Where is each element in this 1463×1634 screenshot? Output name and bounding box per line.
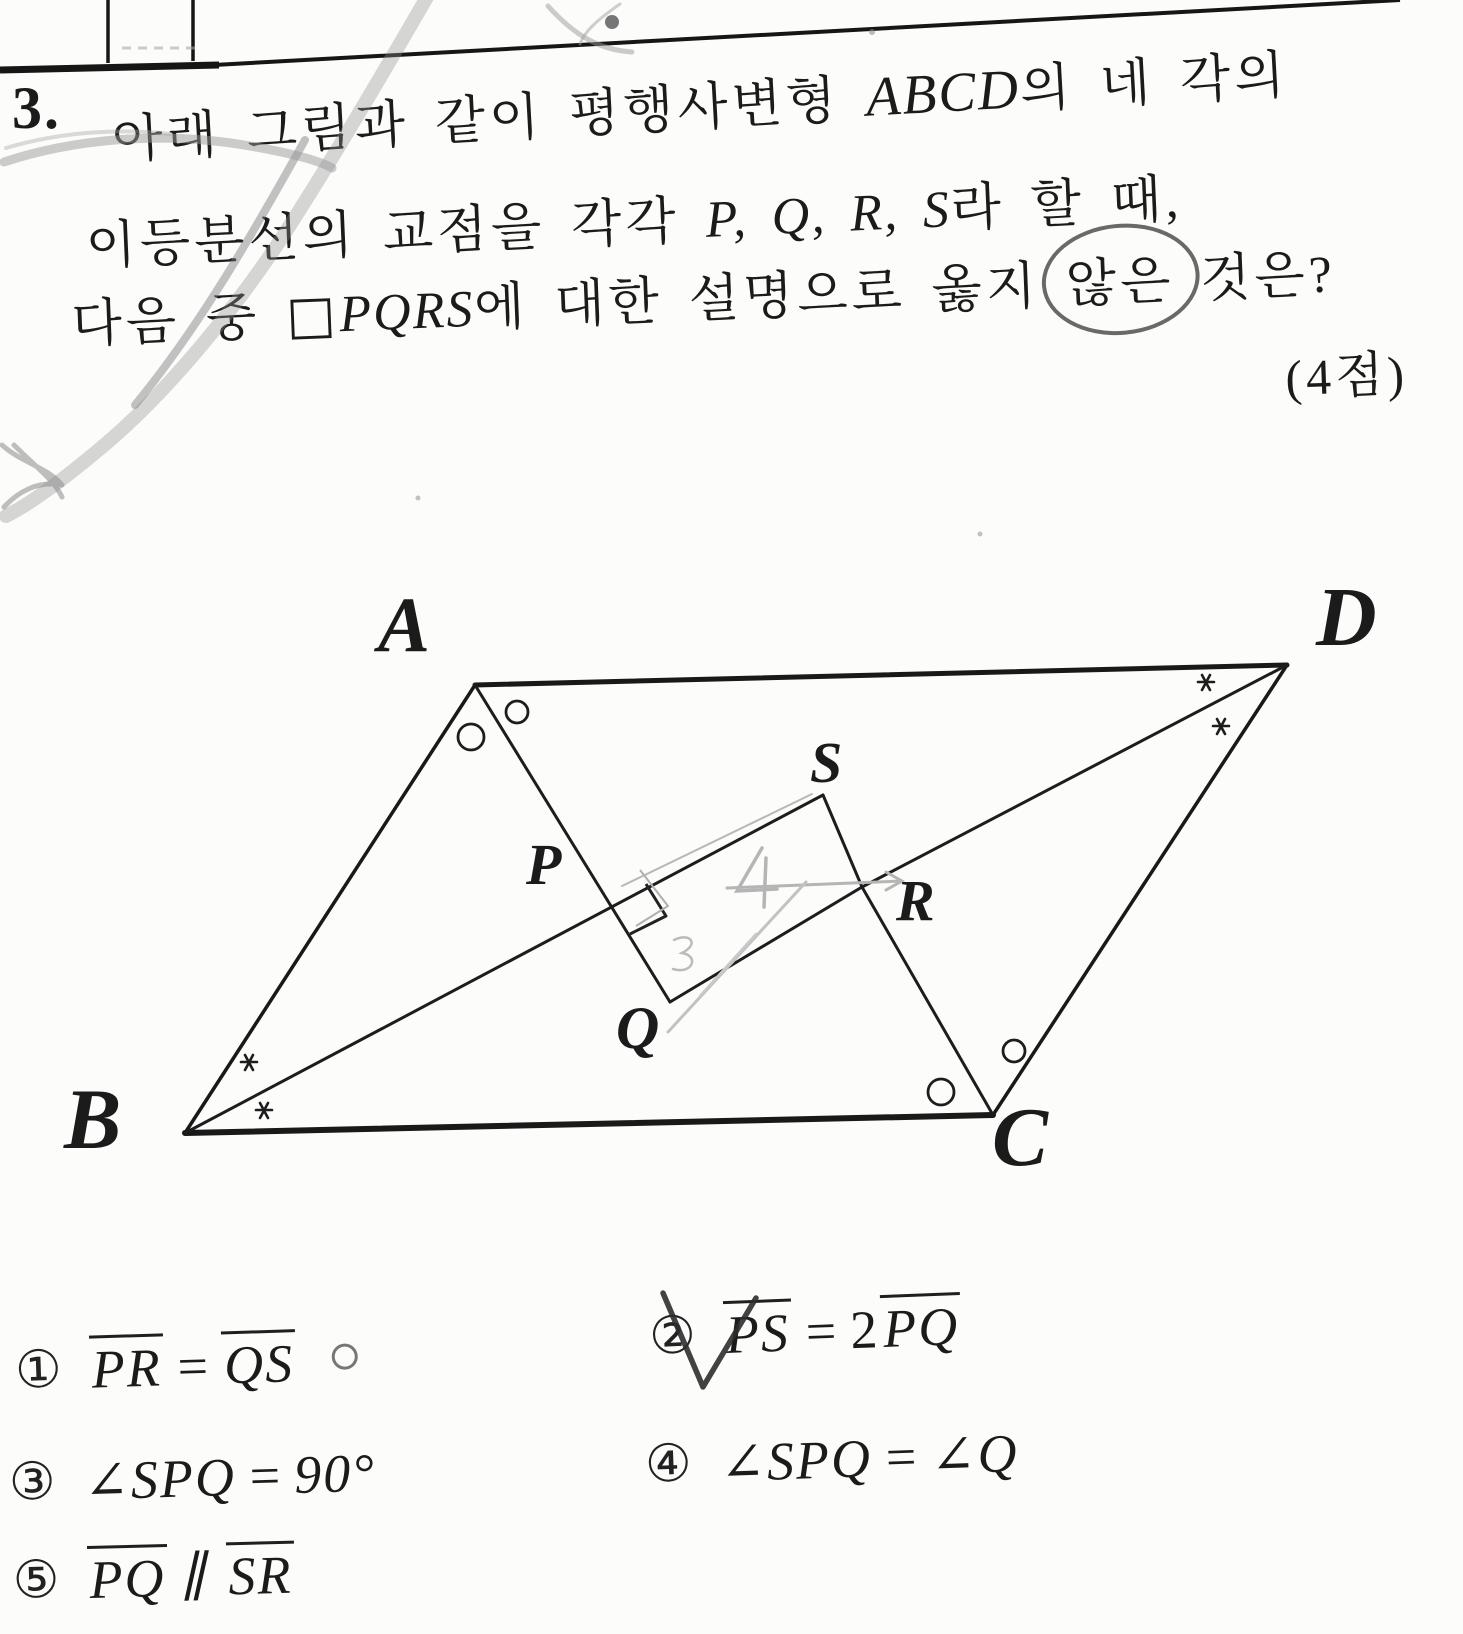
angle-circle-marks [458, 701, 1025, 1105]
parallelogram-abcd [185, 665, 1287, 1133]
option-1-equals: = [176, 1335, 209, 1397]
option-5-parallel-symbol: ∥ [176, 1546, 217, 1608]
pqrs-math: PQRS [338, 280, 476, 344]
question-number: 3. [12, 75, 61, 141]
option-4-number: ④ [644, 1433, 693, 1495]
pqrs-list-math: P, Q, R, S [704, 181, 953, 249]
option-4[interactable] [644, 1421, 1020, 1497]
point-label-q: Q [616, 995, 660, 1061]
point-label-r: R [896, 868, 935, 933]
pencil-dot [605, 15, 619, 29]
option-3-term1: ∠SPQ [82, 1446, 237, 1512]
option-1-term2: QS [221, 1329, 297, 1394]
option-2-term2: PQ [880, 1292, 962, 1358]
option-2-equals: = [804, 1300, 838, 1362]
option-2-number: ② [648, 1305, 698, 1367]
question-line3-post: 것은? [1199, 246, 1337, 309]
option-2[interactable] [648, 1292, 962, 1369]
angle-star-marks [241, 675, 1229, 1118]
point-label-s: S [810, 730, 843, 795]
pencil-working-marks [668, 848, 902, 1032]
option-3-equals: = [248, 1445, 282, 1507]
option-5[interactable] [12, 1541, 295, 1613]
option-2-coefficient: 2 [849, 1299, 879, 1361]
vertex-label-d: D [1316, 571, 1377, 664]
right-angle-mark [630, 870, 668, 934]
square-symbol: □ [285, 284, 341, 347]
question-line3-pre: 다음 중 [70, 289, 262, 354]
question-line1-pre: 아래 그림과 같이 평행사변형 [110, 72, 842, 170]
pencil-circle-mark [331, 1343, 358, 1370]
pencil-arc-top [548, 6, 632, 52]
points-label: (4점) [1284, 345, 1409, 406]
option-1-number: ① [14, 1339, 63, 1401]
option-3[interactable] [8, 1440, 377, 1514]
option-5-term1: PQ [87, 1544, 169, 1609]
abcd-math: ABCD [864, 58, 1022, 129]
option-2-term1: PS [723, 1299, 793, 1364]
question-line2-post: 라 할 때, [949, 171, 1184, 239]
question-line2-pre: 이등분선의 교점을 각각 [84, 193, 681, 276]
pencil-scribble [2, 445, 62, 507]
option-4-equals: = [884, 1426, 918, 1488]
option-4-term1: ∠SPQ [718, 1428, 873, 1494]
vertex-label-a: A [378, 581, 431, 668]
question-line3-mid: 에 대한 설명으로 옳지 [473, 258, 1042, 338]
option-3-number: ③ [8, 1451, 57, 1513]
option-3-term2: 90° [293, 1442, 377, 1506]
option-5-term2: SR [225, 1541, 295, 1605]
option-5-number: ⑤ [12, 1549, 61, 1611]
option-4-term2: ∠Q [929, 1422, 1020, 1487]
angle-bisectors [185, 665, 1287, 1133]
vertex-label-b: B [64, 1071, 122, 1167]
option-1[interactable] [14, 1327, 359, 1403]
question-line1-post: 의 네 각의 [1018, 47, 1291, 120]
question-line-1 [110, 32, 1290, 173]
point-label-p: P [526, 832, 562, 897]
option-1-term1: PR [89, 1333, 165, 1398]
circled-word-annotation: 않은 [1064, 238, 1175, 317]
vertex-label-c: C [992, 1091, 1049, 1184]
